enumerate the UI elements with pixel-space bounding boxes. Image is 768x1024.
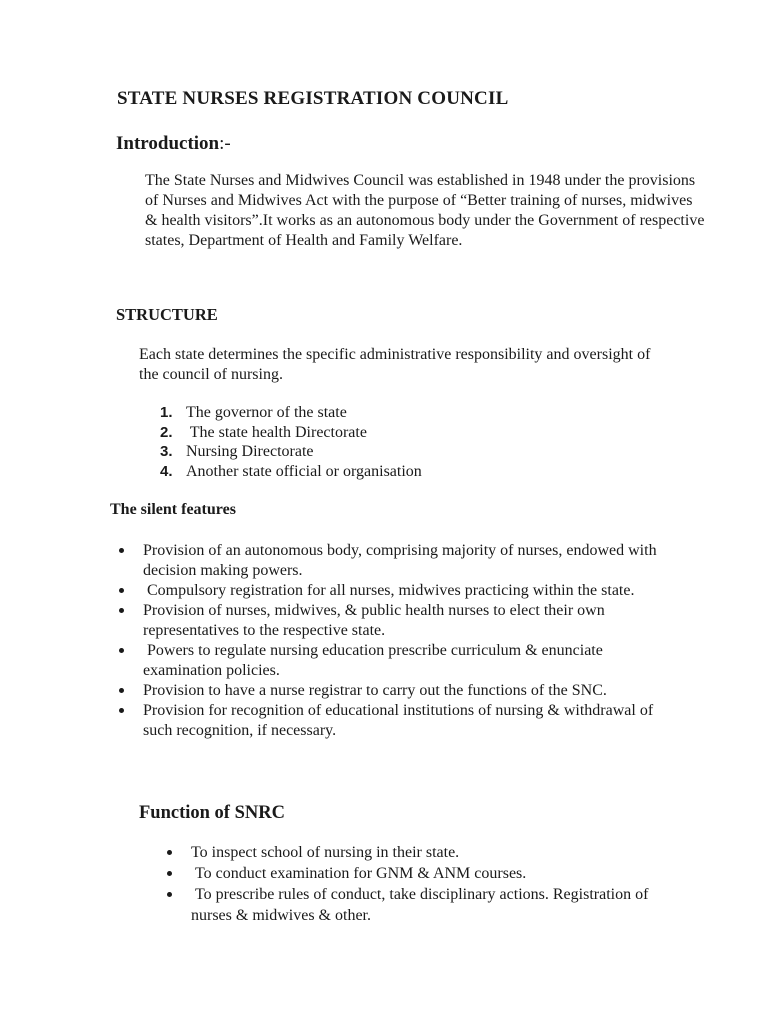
document-title: STATE NURSES REGISTRATION COUNCIL [117, 88, 509, 109]
bullet-icon [119, 548, 124, 553]
introduction-heading-suffix: :- [219, 133, 231, 154]
feature-item [118, 581, 678, 601]
structure-paragraph: Each state determines the specific administrative responsibility and oversight of the council of nursing. [139, 346, 651, 383]
structure-list-item [160, 442, 422, 462]
feature-text: Compulsory registration for all nurses, midwives practicing within the state. [143, 582, 635, 599]
bullet-icon [119, 708, 124, 713]
list-text: The governor of the state [186, 404, 347, 421]
function-text: To prescribe rules of conduct, take disciplinary actions. Registration of nurses & midwives & other. [191, 886, 653, 924]
structure-heading: STRUCTURE [116, 305, 218, 324]
structure-list [160, 403, 422, 482]
function-item [166, 842, 686, 863]
list-text: The state health Directorate [186, 423, 367, 441]
feature-item [118, 641, 678, 681]
bullet-icon [167, 850, 172, 855]
function-text: To conduct examination for GNM & ANM courses. [191, 865, 527, 882]
list-number: 1. [160, 404, 173, 421]
feature-text: Powers to regulate nursing education prescribe curriculum & enunciate examination policies. [143, 642, 607, 679]
feature-text: Provision to have a nurse registrar to carry out the functions of the SNC. [143, 682, 607, 699]
introduction-heading-text: Introduction [116, 133, 220, 154]
feature-item [118, 601, 678, 641]
bullet-icon [119, 588, 124, 593]
structure-list-item [160, 403, 422, 423]
bullet-icon [119, 648, 124, 653]
function-heading: Function of SNRC [139, 803, 285, 823]
bullet-icon [119, 608, 124, 613]
function-list [166, 842, 686, 926]
introduction-paragraph: The State Nurses and Midwives Council was established in 1948 under the provisions of Nurses and Midwives Act with the purpose of “Better training of nurses, midwives & health visitors”.It works as an autonomous body under the Government of respective states, Department of Health and Family Welfare. [145, 172, 705, 249]
list-text: Nursing Directorate [186, 443, 314, 461]
function-item [166, 884, 686, 926]
bullet-icon [167, 871, 172, 876]
introduction-heading [116, 133, 231, 155]
feature-item [118, 541, 678, 581]
list-number: 2. [160, 423, 173, 441]
feature-item [118, 701, 678, 741]
feature-text: Provision for recognition of educational institutions of nursing & withdrawal of such recognition, if necessary. [143, 702, 654, 739]
feature-text: Provision of an autonomous body, comprising majority of nurses, endowed with decision making powers. [143, 542, 657, 579]
list-text: Another state official or organisation [186, 463, 422, 481]
feature-item [118, 681, 678, 701]
bullet-icon [167, 892, 172, 897]
list-number: 4. [160, 463, 173, 481]
features-heading: The silent features [110, 501, 236, 518]
structure-list-item [160, 423, 422, 443]
feature-text: Provision of nurses, midwives, & public health nurses to elect their own representatives to the respective state. [143, 602, 605, 639]
bullet-icon [119, 688, 124, 693]
features-list [118, 541, 678, 741]
list-number: 3. [160, 443, 173, 461]
structure-list-item [160, 462, 422, 482]
function-item [166, 863, 686, 884]
function-text: To inspect school of nursing in their state. [191, 844, 460, 861]
